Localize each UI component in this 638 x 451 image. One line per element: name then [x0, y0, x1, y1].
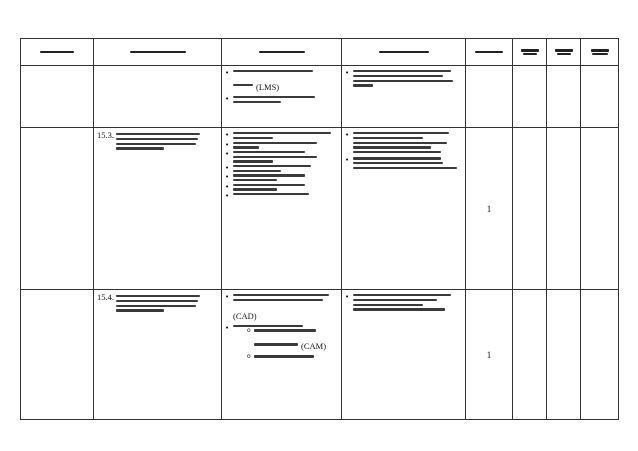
sub-list-item: o • (CAM) — [247, 329, 338, 353]
cell-periods — [466, 128, 513, 290]
periods-value: 1 — [486, 349, 492, 360]
header-suggested-date — [513, 39, 547, 66]
cell-competency-level — [94, 66, 222, 128]
sub-list-item — [247, 355, 338, 357]
table-row — [21, 128, 619, 290]
periods-value: 1 — [486, 203, 492, 214]
header-learning-outcomes — [342, 39, 466, 66]
header-special-notes — [581, 39, 619, 66]
cell-completed-date — [547, 66, 581, 128]
cell-completed-date — [547, 290, 581, 420]
list-item — [225, 174, 338, 181]
cell-competency — [21, 66, 94, 128]
list-item — [345, 132, 462, 153]
list-item — [225, 165, 338, 172]
cell-special-notes — [581, 66, 619, 128]
cell-competency-level — [94, 290, 222, 420]
list-item — [345, 157, 462, 169]
header-completed-date — [547, 39, 581, 66]
table-header-row — [21, 39, 619, 66]
list-item — [225, 193, 338, 195]
cell-learning-outcomes — [342, 290, 466, 420]
competency-level-code: 15.4. — [97, 292, 114, 302]
cell-competency-level — [94, 128, 222, 290]
header-subject-content — [222, 39, 342, 66]
table-row — [21, 66, 619, 128]
list-item — [225, 96, 338, 103]
list-item — [225, 151, 338, 163]
header-competency-level — [94, 39, 222, 66]
cell-periods — [466, 290, 513, 420]
header-periods — [466, 39, 513, 66]
list-item: • (CAD) — [225, 294, 338, 322]
cell-completed-date — [547, 128, 581, 290]
list-item — [225, 325, 338, 358]
cell-special-notes — [581, 128, 619, 290]
list-item — [345, 70, 462, 86]
cell-suggested-date — [513, 66, 547, 128]
cell-competency — [21, 290, 94, 420]
cell-learning-outcomes — [342, 66, 466, 128]
cell-special-notes — [581, 290, 619, 420]
cell-suggested-date — [513, 128, 547, 290]
list-item — [225, 184, 338, 191]
list-item — [225, 132, 338, 139]
list-item — [225, 142, 338, 149]
cell-subject-content — [222, 290, 342, 420]
cell-suggested-date — [513, 290, 547, 420]
cell-learning-outcomes — [342, 128, 466, 290]
table-row — [21, 290, 619, 420]
cell-periods — [466, 66, 513, 128]
lesson-plan-table — [20, 38, 619, 420]
cell-competency — [21, 128, 94, 290]
list-item: • (LMS) — [225, 70, 338, 94]
header-competency — [21, 39, 94, 66]
list-item — [345, 294, 462, 310]
competency-level-code: 15.3. — [97, 130, 114, 140]
cell-subject-content — [222, 66, 342, 128]
cell-subject-content — [222, 128, 342, 290]
